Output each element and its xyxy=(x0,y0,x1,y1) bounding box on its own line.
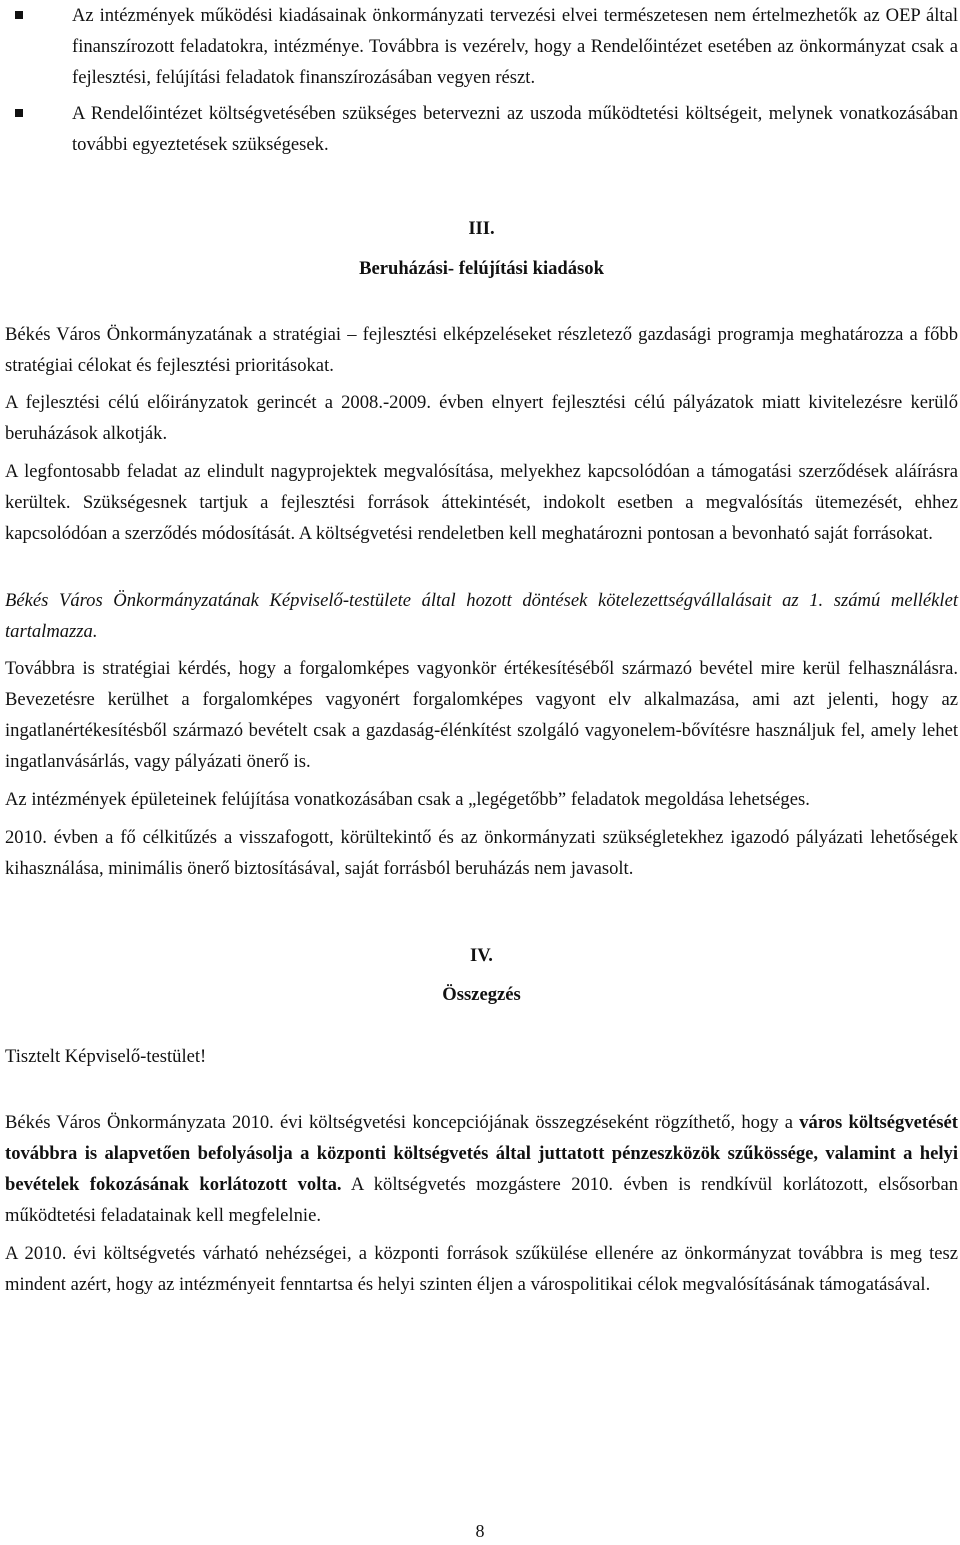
salutation: Tisztelt Képviselő-testület! xyxy=(5,1046,207,1067)
section-4-title: Összegzés xyxy=(442,984,521,1005)
section-4-paragraph-2: A 2010. évi költségvetés várható nehézségei, a központi források szűkülése ellenére az önkormányzat továbbra is meg tesz mindent azért, hogy az intézményeit fenntartsa és helyi szinten éljen a várospolitikai célok megvalósításának támogatásával. xyxy=(5,1243,958,1295)
square-bullet-icon xyxy=(15,11,23,19)
section-3-title: Beruházási- felújítási kiadások xyxy=(359,258,604,279)
section-4-number: IV. xyxy=(470,945,493,966)
section-3-paragraph-2: A fejlesztési célú előirányzatok gerincét a 2008.-2009. évben elnyert fejlesztési célú pályázatok miatt kivitelezésre kerülő beruházások alkotják. xyxy=(5,392,958,444)
section-3-paragraph-1: Békés Város Önkormányzatának a stratégiai – fejlesztési elképzeléseket részletező gazdasági programja meghatározza a főbb stratégiai célokat és fejlesztési prioritásokat. xyxy=(5,324,958,376)
summary-text-end: A költségvetés mozgástere 2010. évben is rendkívül korlátozott, elsősorban működtetési feladatainak kell megfelelnie. xyxy=(5,1174,958,1226)
bullet-item xyxy=(5,98,958,160)
bullet-item xyxy=(5,0,958,93)
square-bullet-icon xyxy=(15,109,23,117)
bullet-list xyxy=(5,0,958,160)
summary-text-start: Békés Város Önkormányzata 2010. évi költségvetési koncepciójának összegzéseként rögzíthető, hogy a xyxy=(5,1112,800,1133)
section-3-paragraph-5: Továbbra is stratégiai kérdés, hogy a forgalomképes vagyonkör értékesítéséből származó bevétel mire kerül felhasználásra. Bevezetésre kerülhet a forgalomképes vagyonért forgalomképes vagyont elv alkalmazása, ami azt jelenti, hogy az ingatlanértékesítésből származó bevételt csak a gazdaság-élénkítést szolgáló vagyonelem-bővítésre használjuk fel, amely lehet ingatlanvásárlás, vagy pályázati önerő is. xyxy=(5,658,958,772)
page-number: 8 xyxy=(475,1521,485,1541)
section-3-paragraph-4: Békés Város Önkormányzatának Képviselő-testülete által hozott döntések kötelezettségvállalásait az 1. számú melléklet tartalmazza. xyxy=(5,590,958,642)
document-page xyxy=(5,0,958,1300)
section-3-paragraph-7: 2010. évben a fő célkitűzés a visszafogott, körültekintő és az önkormányzati szükségletekhez igazodó pályázati lehetőségek kihasználása, minimális önerő biztosításával, saját forrásból beruházás nem javasolt. xyxy=(5,827,958,879)
section-3-paragraph-3: A legfontosabb feladat az elindult nagyprojektek megvalósítása, melyekhez kapcsolódóan a támogatási szerződések aláírásra kerültek. Szükségesnek tartjuk a fejlesztési források áttekintését, indokolt esetben a megvalósítás ütemezését, ehhez kapcsolódóan a szerződés módosítását. A költségvetési rendeletben kell meghatározni pontosan a bevonható saját forrásokat. xyxy=(5,461,958,544)
section-3-number: III. xyxy=(468,218,495,239)
section-4-paragraph-1 xyxy=(5,1107,958,1231)
section-3-paragraph-6: Az intézmények épületeinek felújítása vonatkozásában csak a „legégetőbb” feladatok megoldása lehetséges. xyxy=(5,789,810,810)
summary-text-bold: város költségvetését továbbra is alapvetően befolyásolja a központi költségvetés által juttatott pénzeszközök szűkössége, valamint a helyi bevételek fokozásának korlátozott volta. xyxy=(5,1112,958,1195)
bullet-text: A Rendelőintézet költségvetésében szükséges betervezni az uszoda működtetési költségeit, melynek vonatkozásában további egyeztetések szükségesek. xyxy=(72,103,958,155)
bullet-text: Az intézmények működési kiadásainak önkormányzati tervezési elvei természetesen nem értelmezhetők az OEP által finanszírozott feladatokra, intézménye. Továbbra is vezérelv, hogy a Rendelőintézet esetében az önkormányzat csak a fejlesztési, felújítási feladatok finanszírozásában vegyen részt. xyxy=(72,5,958,88)
